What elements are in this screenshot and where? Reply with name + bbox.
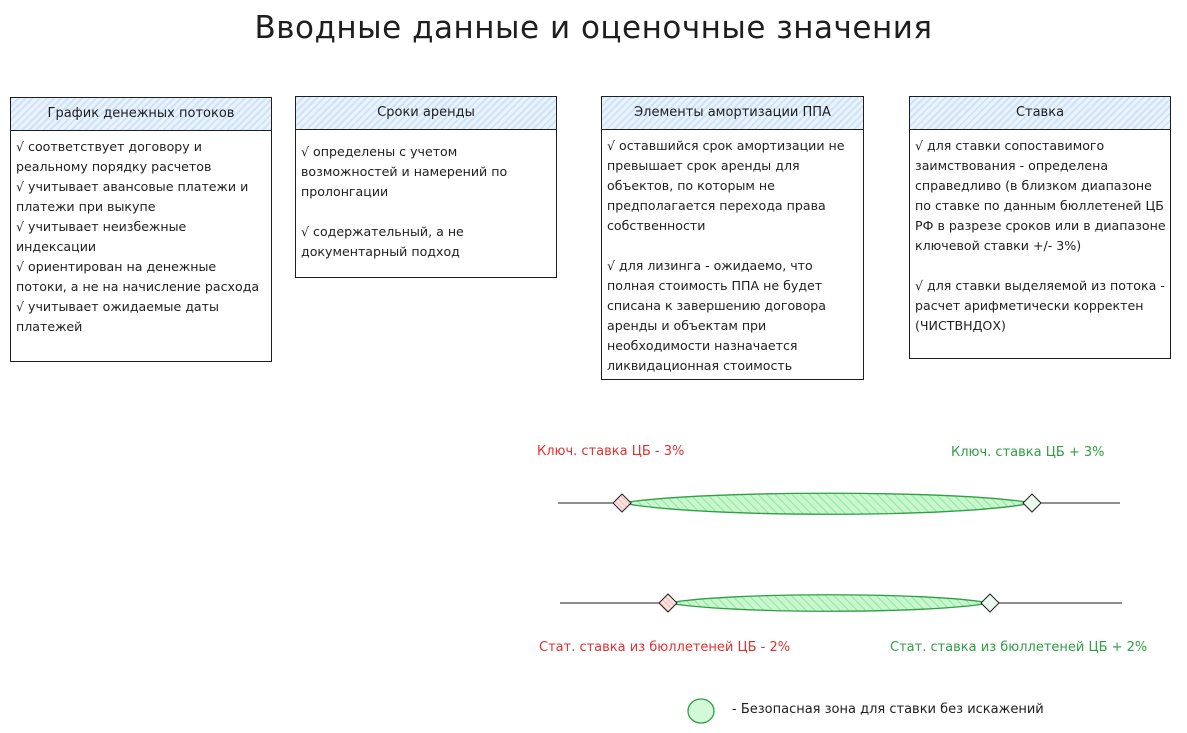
card-body (910, 130, 1170, 340)
card-body (11, 131, 271, 341)
key-rate-lower-label: Ключ. ставка ЦБ - 3% (537, 444, 685, 459)
stat-rate-lower-label: Стат. ставка из бюллетеней ЦБ - 2% (539, 640, 791, 655)
card-header: График денежных потоков (11, 98, 271, 131)
card-paragraph: √ соответствует договору и реальному порядку расчетов (16, 139, 212, 174)
card-lease-terms (295, 96, 557, 278)
legend-safe-zone-swatch (688, 699, 714, 723)
legend-text: - Безопасная зона для ставки без искажений (732, 702, 1044, 717)
card-paragraph: √ определены с учетом возможностей и намерений по пролонгации (301, 144, 508, 199)
card-paragraph: √ для ставки выделяемой из потока - расчет арифметически корректен (ЧИСТВНДОХ) (915, 278, 1165, 333)
card-header: Ставка (910, 97, 1170, 130)
card-paragraph: √ содержательный, а не документарный подход (301, 224, 464, 259)
key-rate-upper-label: Ключ. ставка ЦБ + 3% (951, 445, 1105, 460)
card-paragraph: √ оставшийся срок амортизации не превышает срок аренды для объектов, по которым не предполагается перехода права собственности (607, 138, 845, 233)
card-paragraph: √ учитывает ожидаемые даты платежей (16, 299, 219, 334)
stat-rate-lower-marker (659, 594, 677, 612)
stat-rate-upper-label: Стат. ставка из бюллетеней ЦБ + 2% (890, 640, 1148, 655)
card-header: Сроки аренды (296, 97, 556, 130)
key-rate-safe-zone (622, 493, 1032, 514)
card-cash-flow-schedule (10, 97, 272, 362)
card-paragraph: √ учитывает авансовые платежи и платежи при выкупе (16, 179, 249, 214)
key-rate-range (558, 493, 1120, 514)
card-rate (909, 96, 1171, 359)
card-paragraph: √ ориентирован на денежные потоки, а не на начисление расхода (16, 259, 260, 294)
stat-rate-range (560, 594, 1122, 612)
card-rou-amortization (601, 96, 864, 380)
stat-rate-upper-marker (981, 594, 999, 612)
card-paragraph: √ учитывает неизбежные индексации (16, 219, 187, 254)
stat-rate-safe-zone (668, 595, 990, 612)
key-rate-lower-marker (613, 494, 631, 512)
card-header: Элементы амортизации ППА (602, 97, 863, 130)
card-body (296, 130, 556, 266)
card-paragraph: √ для ставки сопоставимого заимствования - определена справедливо (в близком диапазоне по ставке по данным бюллетеней ЦБ РФ в разрезе сроков или в диапазоне ключевой ставки +/- 3%) (915, 138, 1166, 253)
card-body (602, 130, 863, 380)
page-title: Вводные данные и оценочные значения (254, 10, 933, 46)
card-paragraph: √ для лизинга - ожидаемо, что полная стоимость ППА не будет списана к завершению договора аренды и объектам при необходимости назначается ликвидационная стоимость (607, 258, 826, 373)
key-rate-upper-marker (1023, 494, 1041, 512)
